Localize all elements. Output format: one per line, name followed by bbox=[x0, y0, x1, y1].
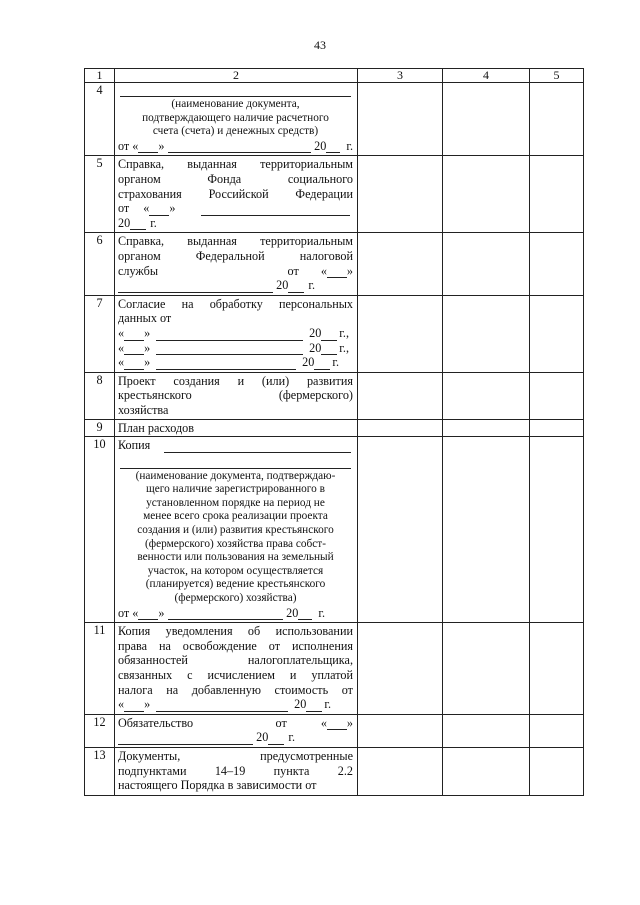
blank-line bbox=[124, 358, 144, 370]
row-description: Копия уведомления об использовании права на освобождение от исполнения обязанностей налогоплательщика, связанных с исчислением и уплатой налога на добавленную стоимость от « » 20 г. bbox=[115, 623, 358, 715]
date-line: « » 20 г. bbox=[118, 355, 339, 370]
blank-line bbox=[138, 608, 158, 620]
caption-line: счета (счета) и денежных средств) bbox=[152, 125, 319, 138]
table-row bbox=[85, 295, 584, 372]
table-row bbox=[85, 83, 584, 156]
blank-line bbox=[156, 700, 288, 712]
table-header-row bbox=[85, 69, 584, 83]
blank-line bbox=[120, 456, 351, 469]
blank-line bbox=[168, 608, 284, 620]
row-number: 6 bbox=[85, 233, 115, 295]
blank-line bbox=[156, 329, 303, 341]
caption-line: (наименование документа, bbox=[171, 98, 300, 110]
row-number: 7 bbox=[85, 295, 115, 372]
blank-line bbox=[321, 329, 337, 341]
date-line: « » 20 г., bbox=[118, 325, 349, 340]
row-number: 4 bbox=[85, 83, 115, 156]
row-number: 5 bbox=[85, 156, 115, 233]
row-description bbox=[115, 83, 358, 156]
date-line: « » 20 г., bbox=[118, 340, 349, 355]
blank-line bbox=[124, 343, 144, 355]
date-line: от « » 20 г. bbox=[118, 605, 325, 620]
blank-line bbox=[326, 141, 340, 153]
blank-line bbox=[327, 718, 347, 730]
table-row bbox=[85, 714, 584, 747]
date-line: « » 20 г. bbox=[118, 697, 331, 712]
blank-line bbox=[120, 84, 351, 97]
blank-line bbox=[164, 441, 351, 453]
table-row bbox=[85, 233, 584, 295]
row-number: 12 bbox=[85, 714, 115, 747]
row-description: Документы, предусмотренные подпунктами 14–19 пункта 2.2 настоящего Порядка в зависимости от bbox=[115, 747, 358, 795]
row-number: 8 bbox=[85, 372, 115, 420]
blank-line bbox=[327, 266, 347, 278]
blank-line bbox=[124, 700, 144, 712]
table-row bbox=[85, 156, 584, 233]
column-header: 5 bbox=[530, 69, 584, 83]
date-line: 20 г. bbox=[118, 278, 353, 293]
blank-line bbox=[306, 700, 322, 712]
column-header: 1 bbox=[85, 69, 115, 83]
blank-line bbox=[138, 141, 158, 153]
column-header: 2 bbox=[115, 69, 358, 83]
row-description: Копия (наименование документа, подтверждаю- щего наличие зарегистрированного в установленном порядке на период не менее всего срока реализации проекта создания и (или) развития крестьянского (фермерского) хозяйства права собст- венности или пользования на земельный участок, на котором осуществляется (планируется) ведение крестьянского (фермерского) хозяйства) от « » 20 г. bbox=[115, 437, 358, 623]
column-header: 3 bbox=[358, 69, 443, 83]
row-description: Обязательство от « » 20 г. bbox=[115, 714, 358, 747]
table-row bbox=[85, 420, 584, 437]
caption-line: подтверждающего наличие расчетного bbox=[142, 111, 329, 124]
row-description: Справка, выданная территориальным органом Федеральной налоговой службы от « » 20 г. bbox=[115, 233, 358, 295]
date-line: от « » bbox=[118, 201, 353, 216]
blank-line bbox=[130, 218, 146, 230]
documents-table bbox=[84, 68, 584, 796]
row-description: Проект создания и (или) развития крестьянского (фермерского) хозяйства bbox=[115, 372, 358, 420]
row-description: Справка, выданная территориальным органом Фонда социального страхования Российской Федерации от « » 20 г. bbox=[115, 156, 358, 233]
date-line: 20 г. bbox=[118, 730, 353, 745]
date-line: от « » 20 г. bbox=[118, 138, 353, 153]
row-description: Согласие на обработку персональных данных от « » 20 г., « » 20 г., « » 20 г. bbox=[115, 295, 358, 372]
blank-line bbox=[314, 358, 330, 370]
date-line: 20 г. bbox=[118, 215, 157, 230]
blank-line bbox=[156, 343, 303, 355]
blank-line bbox=[168, 141, 312, 153]
blank-line bbox=[149, 204, 169, 216]
table-row bbox=[85, 623, 584, 715]
page-number: 43 bbox=[314, 38, 326, 52]
table-row bbox=[85, 437, 584, 623]
blank-line bbox=[321, 343, 337, 355]
date-line: службы от « » bbox=[118, 263, 353, 278]
table-row bbox=[85, 747, 584, 795]
blank-line bbox=[156, 358, 296, 370]
row-number: 10 bbox=[85, 437, 115, 623]
row-number: 11 bbox=[85, 623, 115, 715]
blank-line bbox=[298, 608, 312, 620]
blank-line bbox=[201, 204, 350, 216]
row-number: 13 bbox=[85, 747, 115, 795]
blank-line bbox=[118, 281, 273, 293]
blank-line bbox=[268, 733, 284, 745]
blank-line bbox=[124, 329, 144, 341]
table-row bbox=[85, 372, 584, 420]
row-number: 9 bbox=[85, 420, 115, 437]
blank-line bbox=[288, 281, 304, 293]
blank-line bbox=[118, 733, 253, 745]
row-description: План расходов bbox=[115, 420, 358, 437]
column-header: 4 bbox=[443, 69, 530, 83]
